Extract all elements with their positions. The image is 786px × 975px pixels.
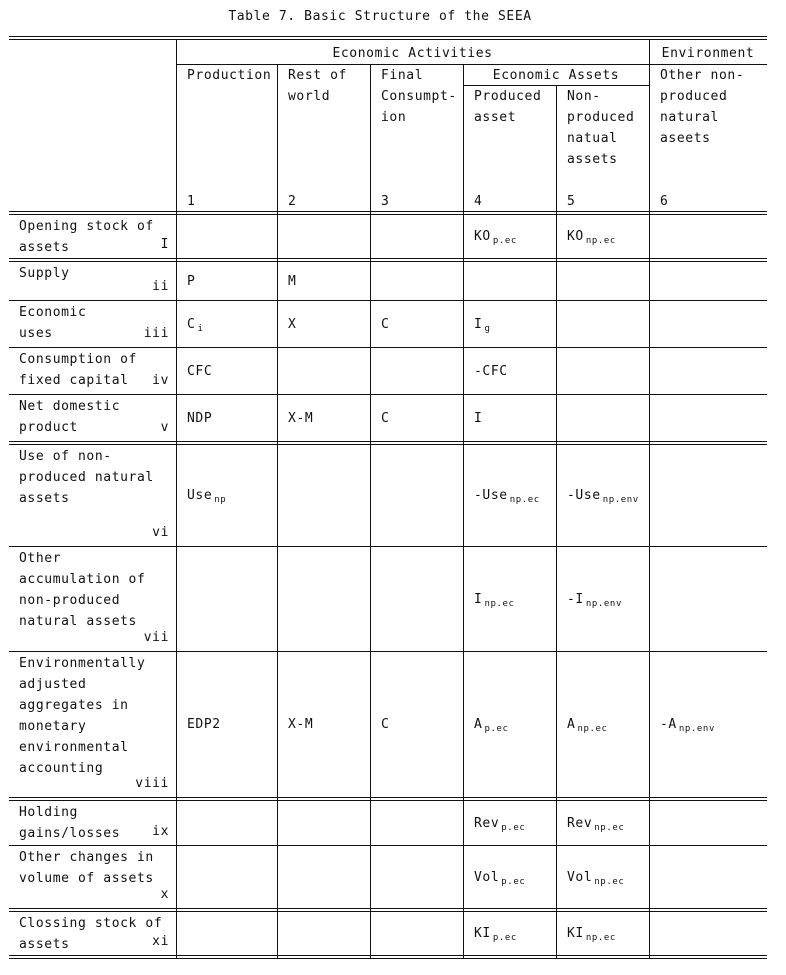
cell-subscript: g xyxy=(484,323,491,334)
row-label xyxy=(19,263,171,297)
table-cell xyxy=(288,271,296,292)
table-cell xyxy=(474,923,517,946)
row-label-text: Economic uses xyxy=(19,305,87,341)
cell-subscript: np.ec xyxy=(509,495,540,505)
cell-value: Use xyxy=(187,488,213,503)
cell-subscript: np.ec xyxy=(577,724,608,734)
cell-subscript: np.ec xyxy=(594,822,625,833)
table-cell xyxy=(567,923,616,946)
table-cell xyxy=(567,813,624,836)
row-divider xyxy=(9,214,767,215)
header-environment: Environment xyxy=(661,46,755,61)
row-label-text: Other accumulation of non-produced natural assets xyxy=(19,551,146,629)
cell-value: -Use xyxy=(474,488,508,503)
row-roman-numeral: I xyxy=(160,237,169,252)
cell-value: -CFC xyxy=(474,363,508,379)
column-divider xyxy=(556,85,557,958)
column-divider xyxy=(370,64,371,958)
row-label-text: Environmentally adjusted aggregates in monetary environmental accounting xyxy=(19,656,146,776)
row-label-text: Clossing stock of assets xyxy=(19,916,163,952)
column-number-5: 5 xyxy=(567,194,576,209)
cell-value: EDP2 xyxy=(187,717,221,732)
header-economic-assets: Economic Assets xyxy=(492,68,620,83)
table-cell xyxy=(474,361,508,382)
column-number-1: 1 xyxy=(187,194,196,209)
cell-value: A xyxy=(474,717,483,732)
table-cell xyxy=(288,408,313,429)
table-cell xyxy=(288,714,313,735)
row-divider xyxy=(9,261,767,262)
cell-value: C xyxy=(381,410,390,426)
cell-value: Rev xyxy=(567,815,593,831)
table-cell xyxy=(474,485,540,508)
table-top-border xyxy=(9,39,767,40)
column-number-2: 2 xyxy=(288,194,297,209)
cell-value: M xyxy=(288,273,297,289)
table-cell xyxy=(474,867,525,890)
row-divider xyxy=(9,797,767,798)
cell-value: P xyxy=(187,273,196,289)
table-cell xyxy=(187,714,221,735)
cell-subscript: p.ec xyxy=(492,933,517,943)
row-divider xyxy=(9,908,767,909)
cell-value: C xyxy=(381,316,390,332)
column-number-3: 3 xyxy=(381,194,390,209)
table-cell xyxy=(474,589,515,612)
row-divider xyxy=(9,300,767,301)
row-divider xyxy=(9,845,767,846)
table-cell xyxy=(567,485,639,508)
column-header-5: Non- produced natual assets xyxy=(567,89,635,167)
cell-subscript: p.ec xyxy=(501,876,526,887)
table-cell xyxy=(288,314,296,335)
cell-subscript: p.ec xyxy=(484,724,509,734)
column-divider xyxy=(463,64,464,958)
column-header-6: Other non- produced natural aseets xyxy=(660,68,745,146)
cell-subscript: np xyxy=(214,495,227,505)
row-divider xyxy=(9,546,767,547)
cell-value: Vol xyxy=(474,869,500,885)
table-cell xyxy=(474,408,482,429)
row-divider xyxy=(9,441,767,442)
cell-value: -I xyxy=(567,591,584,607)
cell-value: X xyxy=(288,316,297,332)
cell-value: Vol xyxy=(567,869,593,885)
row-divider xyxy=(9,911,767,912)
cell-value: Rev xyxy=(474,815,500,831)
row-label xyxy=(19,653,171,794)
cell-value: X-M xyxy=(288,717,314,732)
cell-value: I xyxy=(474,316,483,332)
row-label xyxy=(19,847,171,905)
row-roman-numeral: xi xyxy=(152,934,169,949)
column-header-4: Produced asset xyxy=(474,89,542,125)
row-divider xyxy=(9,958,767,959)
row-label-text: Other changes in volume of assets xyxy=(19,850,154,886)
row-roman-numeral: v xyxy=(160,420,169,435)
cell-value: KI xyxy=(567,926,584,941)
row-roman-numeral: x xyxy=(160,887,169,902)
cell-subscript: np.env xyxy=(585,598,622,609)
table-top-border xyxy=(9,36,767,37)
column-header-3: Final Consumpt- ion xyxy=(381,68,457,125)
row-label xyxy=(19,913,171,952)
cell-value: I xyxy=(474,410,483,426)
cell-value: C xyxy=(381,717,390,732)
cell-subscript: i xyxy=(197,323,204,334)
column-header-2: Rest of world xyxy=(288,68,347,104)
row-divider xyxy=(9,394,767,395)
column-divider xyxy=(176,40,177,958)
table-cell xyxy=(187,485,226,508)
table-cell xyxy=(381,408,389,429)
row-label-text: Supply xyxy=(19,266,70,281)
row-roman-numeral: iii xyxy=(143,326,169,341)
table-cell xyxy=(381,714,389,735)
cell-value: A xyxy=(567,717,576,732)
row-label xyxy=(19,302,171,344)
table-cell xyxy=(474,813,525,836)
table-cell xyxy=(660,714,715,737)
table-title: Table 7. Basic Structure of the SEEA xyxy=(228,9,532,24)
cell-subscript: np.env xyxy=(678,724,715,734)
cell-subscript: np.ec xyxy=(585,236,616,246)
table-cell xyxy=(187,271,195,292)
cell-value: -A xyxy=(660,717,677,732)
row-label-text: Net domestic product xyxy=(19,399,121,435)
table-cell xyxy=(567,589,622,612)
row-divider xyxy=(9,651,767,652)
row-divider xyxy=(9,347,767,348)
cell-value: -Use xyxy=(567,488,601,503)
row-roman-numeral: ix xyxy=(152,824,169,839)
column-header-1: Production xyxy=(187,68,272,83)
cell-value: NDP xyxy=(187,410,213,426)
cell-value: CFC xyxy=(187,363,213,379)
table-cell xyxy=(187,408,212,429)
column-divider xyxy=(277,64,278,958)
table-cell xyxy=(187,361,212,382)
row-label-text: Consumption of fixed capital xyxy=(19,352,137,388)
row-roman-numeral: iv xyxy=(152,373,169,388)
table-cell xyxy=(381,314,389,335)
row-label xyxy=(19,216,171,255)
header-economic-activities: Economic Activities xyxy=(332,46,493,61)
cell-subscript: np.ec xyxy=(484,598,515,609)
cell-value: KO xyxy=(474,229,491,244)
cell-value: KO xyxy=(567,229,584,244)
cell-subscript: np.env xyxy=(602,495,639,505)
table-cell xyxy=(567,226,616,249)
row-roman-numeral: ii xyxy=(152,279,169,294)
cell-subscript: np.ec xyxy=(585,933,616,943)
column-number-4: 4 xyxy=(474,194,483,209)
row-divider xyxy=(9,955,767,956)
cell-subscript: p.ec xyxy=(501,822,526,833)
table-cell xyxy=(474,314,490,337)
row-divider xyxy=(9,258,767,259)
table-cell xyxy=(187,314,203,337)
row-roman-numeral: vi xyxy=(152,525,169,540)
row-label-text: Use of non- produced natural assets xyxy=(19,449,154,506)
row-label-text: Holding gains/losses xyxy=(19,805,121,841)
cell-value: I xyxy=(474,591,483,607)
row-label xyxy=(19,446,171,543)
cell-value: X-M xyxy=(288,410,314,426)
table-cell xyxy=(567,867,624,890)
row-label xyxy=(19,396,171,438)
row-label xyxy=(19,349,171,391)
row-divider xyxy=(9,800,767,801)
row-label xyxy=(19,802,171,842)
cell-value: C xyxy=(187,316,196,332)
table-cell xyxy=(474,226,517,249)
cell-subscript: p.ec xyxy=(492,236,517,246)
cell-subscript: np.ec xyxy=(594,876,625,887)
column-number-6: 6 xyxy=(660,194,669,209)
row-label-text: Opening stock of assets xyxy=(19,219,154,255)
row-roman-numeral: vii xyxy=(143,630,169,645)
row-roman-numeral: viii xyxy=(135,776,169,791)
table-cell xyxy=(474,714,509,737)
row-label xyxy=(19,548,171,648)
cell-value: KI xyxy=(474,926,491,941)
table-cell xyxy=(567,714,608,737)
row-divider xyxy=(9,444,767,445)
column-divider xyxy=(649,40,650,958)
